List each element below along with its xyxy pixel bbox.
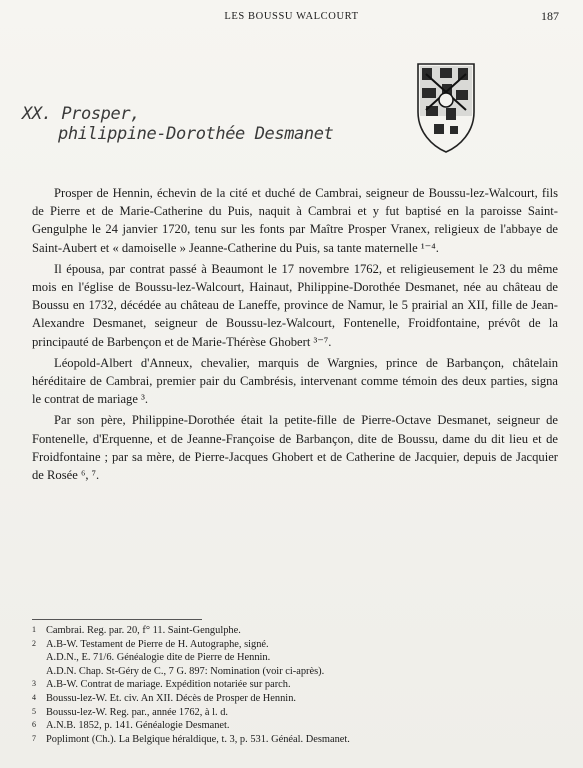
footnote-number: 6 xyxy=(32,720,36,730)
footnote xyxy=(32,719,552,733)
footnote-number: 1 xyxy=(32,625,36,634)
footnote-number: 2 xyxy=(32,638,36,648)
footnote xyxy=(32,678,552,692)
footnote-number: 3 xyxy=(32,679,36,689)
footnote-number: 4 xyxy=(32,692,36,702)
footnote xyxy=(32,624,552,638)
heraldic-shield-icon xyxy=(414,60,478,156)
footnote-text: Cambrai. Reg. par. 20, f° 11. Saint-Gengulphe. xyxy=(46,625,241,636)
footnotes xyxy=(32,624,552,746)
paragraph: Prosper de Hennin, échevin de la cité et duché de Cambrai, seigneur de Boussu-lez-Walcourt, fils de Pierre et de Marie-Catherine du Puis, naquit à Cambrai et y fut baptisé en la paroisse Saint-Gengulphe le 24 janvier 1720, tenu sur les fonts par Maître Prosper Vranex, religieux de l'abbaye de Saint-Aubert et « damoiselle » Jeanne-Catherine du Puis, sa tante maternelle ¹⁻⁴. xyxy=(32,186,558,255)
paragraph: Par son père, Philippine-Dorothée était la petite-fille de Pierre-Octave Desmanet, seigneur de Fontenelle, d'Erquenne, et de Jeanne-Françoise de Barbançon, dite de Boussu, dame du dit lieu et de Froidfontaine ; par sa mère, de Pierre-Jacques Ghobert et de Catherine de Jacquier, depuis de Jacquier de Rosée ⁶, ⁷. xyxy=(32,413,558,483)
footnote-continuation: A.D.N. Chap. St-Géry de C., 7 G. 897: Nomination (voir ci-après). xyxy=(46,665,325,677)
footnote-text: A.B-W. Contrat de mariage. Expédition notariée sur parch. xyxy=(46,679,291,691)
footnote-text: A.B-W. Testament de Pierre de H. Autographe, signé. xyxy=(46,638,269,650)
paragraph: Il épousa, par contrat passé à Beaumont le 17 novembre 1762, et religieusement le 23 du même mois en l'église de Boussu-lez-Walcourt, Hainaut, Philippine-Dorothée Desmanet, née au château de Boussu en 1732, décédée au château de Laneffe, province de Namur, le 5 prairial an XII, fille de Jean-Alexandre Desmanet, seigneur de Boussu-lez-Walcourt, Fontenelle, Froidfontaine, prévôt de la principauté de Barbençon et de Marie-Thérèse Ghobert ³⁻⁷. xyxy=(32,261,558,349)
footnote xyxy=(32,638,552,652)
footnote-text: Boussu-lez-W. Et. civ. An XII. Décès de Prosper de Hennin. xyxy=(46,692,296,704)
footnote-text: Boussu-lez-W. Reg. par., année 1762, à l. d. xyxy=(46,706,228,718)
footnote xyxy=(32,692,552,706)
footnote-text: Poplimont (Ch.). La Belgique héraldique, t. 3, p. 531. Généal. Desmanet. xyxy=(46,733,350,745)
footnote-text: A.N.B. 1852, p. 141. Généalogie Desmanet. xyxy=(46,720,230,732)
running-title: LES BOUSSU WALCOURT xyxy=(224,11,359,22)
paragraph: Léopold-Albert d'Anneux, chevalier, marquis de Wargnies, prince de Barbançon, châtelain héréditaire de Cambrai, premier pair du Cambrésis, intervenant comme témoin des deux parties, signa le contrat de mariage ³. xyxy=(32,355,558,407)
body-text xyxy=(32,184,558,487)
section-heading-line-2: philippine-Dorothée Desmanet xyxy=(58,124,334,144)
footnote-divider xyxy=(32,619,202,620)
footnote xyxy=(32,733,552,747)
page-number: 187 xyxy=(541,9,559,23)
footnote-number: 7 xyxy=(32,733,36,743)
section-heading-line-1: XX. Prosper, xyxy=(22,104,141,124)
footnote xyxy=(32,706,552,720)
footnote-number: 5 xyxy=(32,706,36,716)
footnote-continuation: A.D.N., E. 71/6. Généalogie dite de Pierre de Hennin. xyxy=(46,652,271,664)
